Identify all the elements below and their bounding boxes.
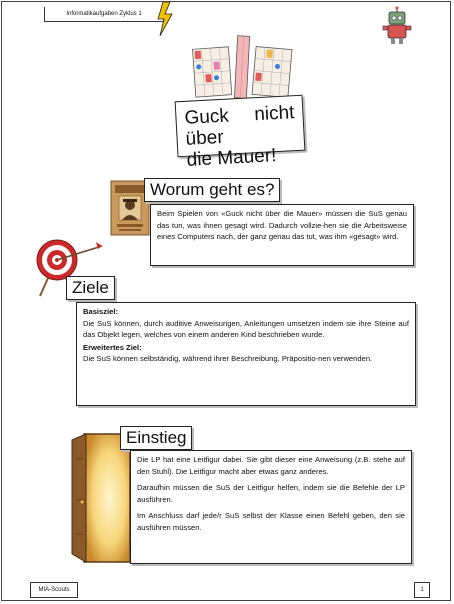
erweitert-label: Erweitertes Ziel:	[83, 342, 142, 352]
open-door-icon	[70, 430, 132, 566]
page-number: 1	[414, 582, 430, 598]
title-card	[175, 95, 306, 171]
einstieg-heading: Einstieg	[120, 426, 192, 450]
worum-text: Beim Spielen von «Guck nicht über die Mauer» müssen die SuS genau das tun, was ihnen gesagt wird. Dadurch vollzie-hen sie die Arbeitsweise eines Computers nach, der ganz genau das tut, was ihm «gesagt» wird.	[157, 209, 407, 242]
einstieg-text-box	[130, 450, 412, 564]
einstieg-paragraph-1: Die LP hat eine Leitfigur dabei. Sie gibt dieser eine Anweisung (z.B. stehe auf den Stuhl). Die Leitfigur macht aber etwas ganz anderes.	[137, 455, 405, 476]
basisziel-label: Basisziel:	[83, 307, 119, 316]
worum-text-box	[150, 204, 414, 266]
einstieg-paragraph-2: Daraufhin müssen die SuS der Leitfigur helfen, indem sie die Befehle der LP ausführen.	[137, 483, 405, 504]
title-line-1: Guck nicht über	[183, 102, 295, 150]
einstieg-paragraph-3: Im Anschluss darf jede/r SuS selbst der Klasse einen Befehl geben, den sie ausführen müssen.	[137, 511, 405, 532]
game-board-illustration	[190, 34, 294, 102]
footer-label: MIA-Scouts	[30, 582, 78, 598]
title-line-2: die Mauer!	[186, 145, 277, 171]
robot-icon	[382, 6, 412, 46]
basisziel-text: Die SuS können, durch auditive Anweisungen, Anleitungen umsetzen indem sie ihre Steine auf das Objekt legen, welches von einem anderen Kind beschrieben wurde.	[83, 318, 409, 340]
erweitert-text: Die SuS können selbständig, während ihrer Beschreibung, Präpositio-nen verwenden.	[83, 354, 373, 364]
ziele-text-box	[76, 302, 416, 406]
ziele-heading: Ziele	[66, 276, 115, 300]
header-title: Informatikaufgaben Zyklus 1	[44, 7, 164, 22]
worum-heading: Worum geht es?	[144, 178, 280, 202]
lightning-icon	[156, 2, 174, 36]
